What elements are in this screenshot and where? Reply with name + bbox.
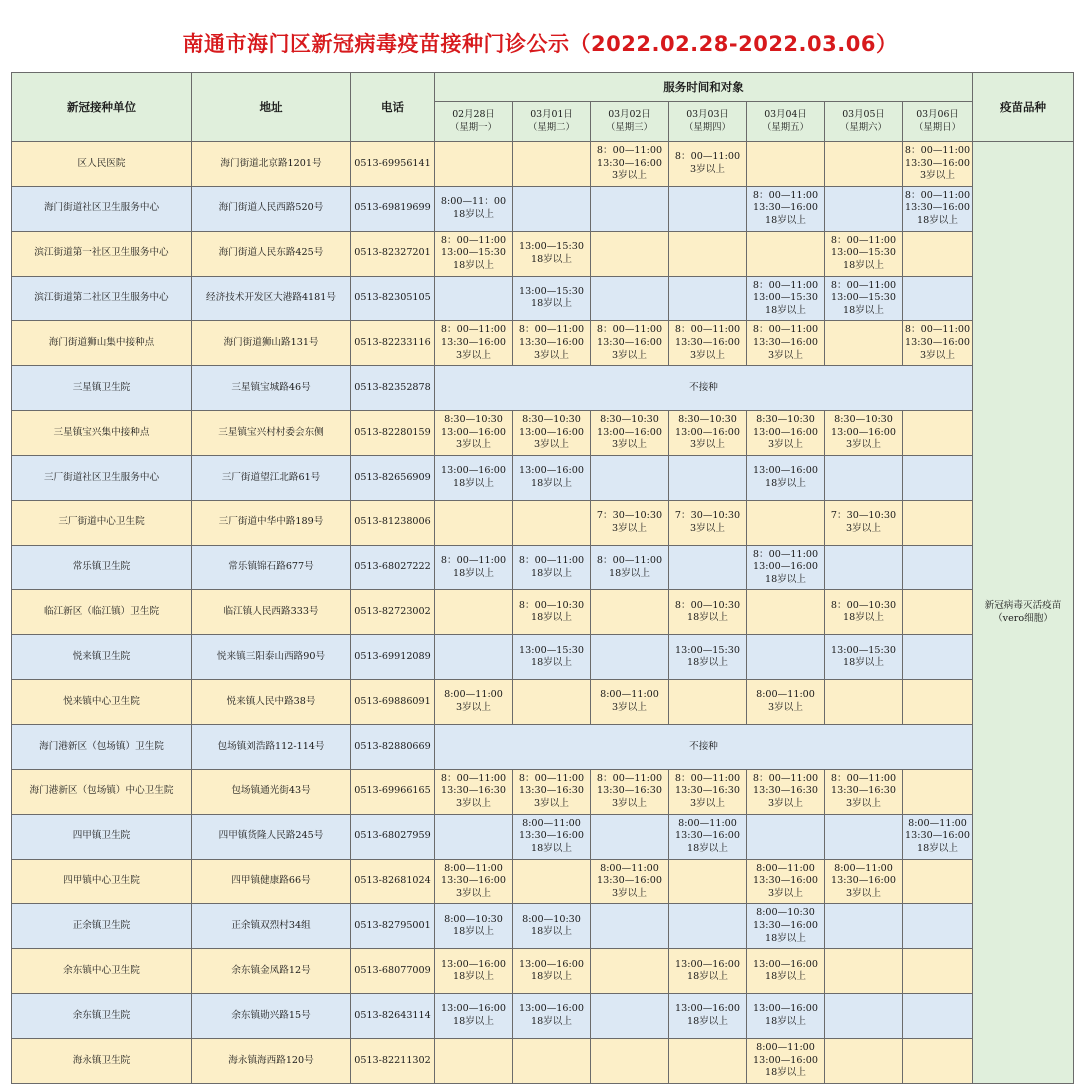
schedule-cell: 8:30—10:30 13:00—16:00 3岁以上 bbox=[669, 411, 747, 456]
schedule-cell bbox=[591, 994, 669, 1039]
schedule-cell: 13:00—16:00 18岁以上 bbox=[669, 994, 747, 1039]
schedule-cell bbox=[435, 590, 513, 635]
header-unit: 新冠接种单位 bbox=[12, 73, 192, 142]
table-row bbox=[12, 186, 1074, 231]
schedule-cell: 13:00—16:00 18岁以上 bbox=[435, 994, 513, 1039]
address-cell: 四甲镇货隆人民路245号 bbox=[192, 814, 351, 859]
phone-cell: 0513-68077009 bbox=[351, 949, 435, 994]
schedule-cell bbox=[825, 321, 903, 366]
phone-cell: 0513-82643114 bbox=[351, 994, 435, 1039]
schedule-cell bbox=[903, 680, 973, 725]
schedule-cell bbox=[747, 231, 825, 276]
header-day bbox=[669, 102, 747, 142]
schedule-cell: 8：00—11:00 13:30—16:00 3岁以上 bbox=[747, 321, 825, 366]
phone-cell: 0513-82327201 bbox=[351, 231, 435, 276]
unit-name-cell: 海门港新区（包场镇）中心卫生院 bbox=[12, 769, 192, 814]
header-day-date: 03月03日 bbox=[686, 109, 729, 120]
unit-name-cell: 临江新区（临江镇）卫生院 bbox=[12, 590, 192, 635]
schedule-cell bbox=[903, 500, 973, 545]
phone-cell: 0513-69912089 bbox=[351, 635, 435, 680]
phone-cell: 0513-82723002 bbox=[351, 590, 435, 635]
schedule-cell: 13:00—16:00 18岁以上 bbox=[669, 949, 747, 994]
unit-name-cell: 海门街道社区卫生服务中心 bbox=[12, 186, 192, 231]
header-day bbox=[591, 102, 669, 142]
schedule-cell: 7：30—10:30 3岁以上 bbox=[591, 500, 669, 545]
schedule-cell: 13:00—16:00 18岁以上 bbox=[513, 949, 591, 994]
address-cell: 三星镇宝城路46号 bbox=[192, 366, 351, 411]
phone-cell: 0513-69819699 bbox=[351, 186, 435, 231]
address-cell: 临江镇人民西路333号 bbox=[192, 590, 351, 635]
schedule-cell: 8：00—11:00 13:00—16:00 18岁以上 bbox=[747, 545, 825, 590]
table-row bbox=[12, 142, 1074, 187]
header-day-weekday: （星期三） bbox=[606, 121, 653, 133]
unit-name-cell: 海门港新区（包场镇）卫生院 bbox=[12, 724, 192, 769]
unit-name-cell: 三厂街道社区卫生服务中心 bbox=[12, 455, 192, 500]
schedule-cell: 7：30—10:30 3岁以上 bbox=[825, 500, 903, 545]
schedule-cell: 8:00—11:00 13:30—16:00 18岁以上 bbox=[669, 814, 747, 859]
phone-cell: 0513-69886091 bbox=[351, 680, 435, 725]
unit-name-cell: 正余镇卫生院 bbox=[12, 904, 192, 949]
schedule-cell: 8：00—11:00 13:30—16:30 3岁以上 bbox=[513, 769, 591, 814]
address-cell: 三星镇宝兴村村委会东侧 bbox=[192, 411, 351, 456]
schedule-cell: 8：00—11:00 13:30—16:30 3岁以上 bbox=[591, 769, 669, 814]
schedule-cell bbox=[513, 500, 591, 545]
schedule-cell bbox=[513, 680, 591, 725]
schedule-cell bbox=[591, 1038, 669, 1083]
schedule-cell bbox=[903, 859, 973, 904]
schedule-cell bbox=[435, 276, 513, 321]
schedule-cell bbox=[513, 142, 591, 187]
phone-cell: 0513-82795001 bbox=[351, 904, 435, 949]
phone-cell: 0513-82352878 bbox=[351, 366, 435, 411]
schedule-cell: 8：00—11:00 13:30—16:00 3岁以上 bbox=[435, 321, 513, 366]
schedule-cell bbox=[669, 859, 747, 904]
header-day-date: 02月28日 bbox=[452, 109, 495, 120]
header-day-weekday: （星期六） bbox=[840, 121, 887, 133]
schedule-cell bbox=[747, 814, 825, 859]
vaccine-type-cell: 新冠病毒灭活疫苗 （vero细胞） bbox=[973, 142, 1074, 1084]
schedule-cell bbox=[903, 276, 973, 321]
schedule-cell bbox=[825, 814, 903, 859]
table-row bbox=[12, 500, 1074, 545]
header-day-weekday: （星期二） bbox=[528, 121, 575, 133]
schedule-cell: 8：00—11:00 13:30—16:00 3岁以上 bbox=[903, 142, 973, 187]
header-day-weekday: （星期五） bbox=[762, 121, 809, 133]
schedule-cell: 13:00—16:00 18岁以上 bbox=[513, 455, 591, 500]
schedule-cell: 8：00—11:00 13:00—15:30 18岁以上 bbox=[435, 231, 513, 276]
phone-cell: 0513-81238006 bbox=[351, 500, 435, 545]
schedule-cell bbox=[669, 680, 747, 725]
schedule-cell: 8:00—11:00 13:00—16:00 18岁以上 bbox=[747, 1038, 825, 1083]
table-row bbox=[12, 904, 1074, 949]
address-cell: 经济技术开发区大港路4181号 bbox=[192, 276, 351, 321]
schedule-cell bbox=[747, 500, 825, 545]
schedule-cell bbox=[903, 1038, 973, 1083]
schedule-cell bbox=[903, 769, 973, 814]
table-row bbox=[12, 635, 1074, 680]
address-cell: 海门街道人民西路520号 bbox=[192, 186, 351, 231]
phone-cell: 0513-82280159 bbox=[351, 411, 435, 456]
header-address: 地址 bbox=[192, 73, 351, 142]
schedule-cell: 13:00—16:00 18岁以上 bbox=[747, 455, 825, 500]
schedule-cell: 13:00—16:00 18岁以上 bbox=[747, 994, 825, 1039]
schedule-cell bbox=[903, 590, 973, 635]
address-cell: 正余镇双烈村34组 bbox=[192, 904, 351, 949]
header-service-time: 服务时间和对象 bbox=[435, 73, 973, 102]
schedule-cell: 8：00—11:00 3岁以上 bbox=[669, 142, 747, 187]
header-day-date: 03月05日 bbox=[842, 109, 885, 120]
schedule-cell: 13:00—15:30 18岁以上 bbox=[669, 635, 747, 680]
schedule-cell: 8：00—11:00 13:30—16:00 3岁以上 bbox=[903, 321, 973, 366]
schedule-cell bbox=[669, 276, 747, 321]
address-cell: 三厂街道中华中路189号 bbox=[192, 500, 351, 545]
schedule-cell: 8:00—11：00 18岁以上 bbox=[435, 186, 513, 231]
unit-name-cell: 三厂街道中心卫生院 bbox=[12, 500, 192, 545]
table-row bbox=[12, 590, 1074, 635]
unit-name-cell: 悦来镇中心卫生院 bbox=[12, 680, 192, 725]
unit-name-cell: 海永镇卫生院 bbox=[12, 1038, 192, 1083]
closed-cell: 不接种 bbox=[435, 724, 973, 769]
schedule-cell bbox=[435, 500, 513, 545]
schedule-cell bbox=[591, 455, 669, 500]
schedule-cell bbox=[435, 142, 513, 187]
address-cell: 四甲镇健康路66号 bbox=[192, 859, 351, 904]
phone-cell: 0513-69956141 bbox=[351, 142, 435, 187]
header-day-date: 03月02日 bbox=[608, 109, 651, 120]
header-day-date: 03月04日 bbox=[764, 109, 807, 120]
phone-cell: 0513-68027959 bbox=[351, 814, 435, 859]
schedule-cell: 8：00—11:00 13:00—15:30 18岁以上 bbox=[825, 231, 903, 276]
phone-cell: 0513-82681024 bbox=[351, 859, 435, 904]
table-row bbox=[12, 411, 1074, 456]
schedule-cell bbox=[669, 545, 747, 590]
header-day-weekday: （星期一） bbox=[450, 121, 497, 133]
schedule-cell: 13:00—15:30 18岁以上 bbox=[513, 231, 591, 276]
schedule-cell bbox=[435, 814, 513, 859]
schedule-cell bbox=[669, 231, 747, 276]
schedule-cell bbox=[591, 635, 669, 680]
schedule-cell bbox=[903, 635, 973, 680]
unit-name-cell: 余东镇中心卫生院 bbox=[12, 949, 192, 994]
table-row bbox=[12, 321, 1074, 366]
phone-cell: 0513-69966165 bbox=[351, 769, 435, 814]
header-day bbox=[513, 102, 591, 142]
phone-cell: 0513-82880669 bbox=[351, 724, 435, 769]
address-cell: 常乐镇锦石路677号 bbox=[192, 545, 351, 590]
schedule-cell bbox=[825, 142, 903, 187]
table-row bbox=[12, 545, 1074, 590]
schedule-cell: 8:30—10:30 13:00—16:00 3岁以上 bbox=[747, 411, 825, 456]
unit-name-cell: 四甲镇卫生院 bbox=[12, 814, 192, 859]
schedule-cell: 8：00—11:00 13:30—16:00 3岁以上 bbox=[591, 142, 669, 187]
schedule-cell bbox=[435, 635, 513, 680]
address-cell: 海门街道狮山路131号 bbox=[192, 321, 351, 366]
schedule-cell: 8:30—10:30 13:00—16:00 3岁以上 bbox=[825, 411, 903, 456]
table-row bbox=[12, 859, 1074, 904]
schedule-cell: 8:00—10:30 18岁以上 bbox=[435, 904, 513, 949]
schedule-cell: 8：00—11:00 13:00—15:30 18岁以上 bbox=[825, 276, 903, 321]
schedule-cell: 8:30—10:30 13:00—16:00 3岁以上 bbox=[591, 411, 669, 456]
unit-name-cell: 区人民医院 bbox=[12, 142, 192, 187]
schedule-cell: 7：30—10:30 3岁以上 bbox=[669, 500, 747, 545]
header-vaccine-type: 疫苗品种 bbox=[973, 73, 1074, 142]
schedule-cell: 8：00—11:00 13:30—16:00 18岁以上 bbox=[747, 186, 825, 231]
address-cell: 海永镇海西路120号 bbox=[192, 1038, 351, 1083]
phone-cell: 0513-82305105 bbox=[351, 276, 435, 321]
unit-name-cell: 滨江街道第一社区卫生服务中心 bbox=[12, 231, 192, 276]
schedule-cell: 8：00—11:00 13:30—16:30 3岁以上 bbox=[435, 769, 513, 814]
schedule-cell: 13:00—15:30 18岁以上 bbox=[513, 276, 591, 321]
schedule-cell bbox=[669, 904, 747, 949]
schedule-cell bbox=[747, 590, 825, 635]
schedule-cell: 8：00—11:00 13:30—16:00 18岁以上 bbox=[903, 186, 973, 231]
schedule-cell bbox=[591, 231, 669, 276]
schedule-cell: 8:00—11:00 13:30—16:00 3岁以上 bbox=[435, 859, 513, 904]
table-row bbox=[12, 680, 1074, 725]
schedule-cell bbox=[747, 635, 825, 680]
header-day-date: 03月01日 bbox=[530, 109, 573, 120]
table-row bbox=[12, 231, 1074, 276]
schedule-cell: 8:30—10:30 13:00—16:00 3岁以上 bbox=[435, 411, 513, 456]
address-cell: 海门街道人民东路425号 bbox=[192, 231, 351, 276]
schedule-cell: 8：00—11:00 13:30—16:30 3岁以上 bbox=[669, 769, 747, 814]
schedule-cell bbox=[591, 276, 669, 321]
schedule-cell: 8：00—11:00 13:00—15:30 18岁以上 bbox=[747, 276, 825, 321]
schedule-cell: 13:00—15:30 18岁以上 bbox=[513, 635, 591, 680]
schedule-cell bbox=[825, 1038, 903, 1083]
address-cell: 包场镇通光街43号 bbox=[192, 769, 351, 814]
schedule-cell: 8：00—11:00 13:30—16:30 3岁以上 bbox=[825, 769, 903, 814]
table-row bbox=[12, 724, 1074, 769]
schedule-cell bbox=[669, 455, 747, 500]
table-row bbox=[12, 949, 1074, 994]
table-row bbox=[12, 1038, 1074, 1083]
page-title: 南通市海门区新冠病毒疫苗接种门诊公示（2022.02.28-2022.03.06） bbox=[182, 32, 898, 56]
schedule-cell: 8:00—11:00 3岁以上 bbox=[591, 680, 669, 725]
schedule-cell: 8：00—10:30 18岁以上 bbox=[669, 590, 747, 635]
header-day bbox=[435, 102, 513, 142]
table-row bbox=[12, 455, 1074, 500]
schedule-cell: 8：00—11:00 13:30—16:00 3岁以上 bbox=[591, 321, 669, 366]
schedule-cell: 8:00—11:00 13:30—16:00 18岁以上 bbox=[903, 814, 973, 859]
schedule-cell bbox=[903, 949, 973, 994]
header-day bbox=[903, 102, 973, 142]
schedule-cell: 8:00—11:00 3岁以上 bbox=[747, 680, 825, 725]
schedule-cell bbox=[825, 904, 903, 949]
address-cell: 余东镇勋兴路15号 bbox=[192, 994, 351, 1039]
schedule-cell bbox=[825, 994, 903, 1039]
address-cell: 包场镇刘浩路112-114号 bbox=[192, 724, 351, 769]
table-row bbox=[12, 769, 1074, 814]
schedule-cell: 8：00—11:00 13:30—16:00 3岁以上 bbox=[513, 321, 591, 366]
header-day-weekday: （星期日） bbox=[914, 121, 961, 133]
header-day-weekday: （星期四） bbox=[684, 121, 731, 133]
header-day bbox=[747, 102, 825, 142]
schedule-cell bbox=[669, 1038, 747, 1083]
unit-name-cell: 悦来镇卫生院 bbox=[12, 635, 192, 680]
unit-name-cell: 海门街道狮山集中接种点 bbox=[12, 321, 192, 366]
schedule-cell bbox=[903, 455, 973, 500]
schedule-cell bbox=[903, 904, 973, 949]
schedule-cell bbox=[903, 231, 973, 276]
schedule-cell bbox=[513, 859, 591, 904]
schedule-cell bbox=[747, 142, 825, 187]
schedule-cell: 8：00—10:30 18岁以上 bbox=[825, 590, 903, 635]
closed-cell: 不接种 bbox=[435, 366, 973, 411]
unit-name-cell: 常乐镇卫生院 bbox=[12, 545, 192, 590]
schedule-cell bbox=[825, 949, 903, 994]
schedule-cell bbox=[825, 680, 903, 725]
table-row bbox=[12, 814, 1074, 859]
address-cell: 三厂街道望江北路61号 bbox=[192, 455, 351, 500]
unit-name-cell: 四甲镇中心卫生院 bbox=[12, 859, 192, 904]
phone-cell: 0513-82233116 bbox=[351, 321, 435, 366]
schedule-cell bbox=[825, 545, 903, 590]
schedule-cell: 8：00—11:00 18岁以上 bbox=[591, 545, 669, 590]
header-day-date: 03月06日 bbox=[916, 109, 959, 120]
header-phone: 电话 bbox=[351, 73, 435, 142]
schedule-cell: 8:00—10:30 13:30—16:00 18岁以上 bbox=[747, 904, 825, 949]
phone-cell: 0513-68027222 bbox=[351, 545, 435, 590]
table-row bbox=[12, 366, 1074, 411]
table-row bbox=[12, 994, 1074, 1039]
schedule-cell: 8：00—11:00 13:30—16:00 3岁以上 bbox=[669, 321, 747, 366]
schedule-cell bbox=[591, 590, 669, 635]
schedule-cell bbox=[591, 904, 669, 949]
schedule-cell: 13:00—15:30 18岁以上 bbox=[825, 635, 903, 680]
schedule-cell bbox=[513, 186, 591, 231]
table-row bbox=[12, 276, 1074, 321]
schedule-cell bbox=[513, 1038, 591, 1083]
schedule-cell: 8:00—10:30 18岁以上 bbox=[513, 904, 591, 949]
schedule-cell: 13:00—16:00 18岁以上 bbox=[435, 949, 513, 994]
schedule-cell bbox=[435, 1038, 513, 1083]
schedule-cell: 8：00—10:30 18岁以上 bbox=[513, 590, 591, 635]
schedule-cell bbox=[591, 186, 669, 231]
schedule-cell bbox=[825, 455, 903, 500]
schedule-cell: 8：00—11:00 18岁以上 bbox=[513, 545, 591, 590]
vaccination-schedule-table bbox=[11, 72, 1074, 1084]
schedule-cell: 8:30—10:30 13:00—16:00 3岁以上 bbox=[513, 411, 591, 456]
schedule-cell bbox=[591, 949, 669, 994]
schedule-cell: 8:00—11:00 3岁以上 bbox=[435, 680, 513, 725]
unit-name-cell: 三星镇卫生院 bbox=[12, 366, 192, 411]
schedule-cell: 8：00—11:00 18岁以上 bbox=[435, 545, 513, 590]
address-cell: 余东镇金凤路12号 bbox=[192, 949, 351, 994]
unit-name-cell: 三星镇宝兴集中接种点 bbox=[12, 411, 192, 456]
schedule-cell bbox=[669, 186, 747, 231]
schedule-cell: 13:00—16:00 18岁以上 bbox=[435, 455, 513, 500]
schedule-cell: 8：00—11:00 13:30—16:30 3岁以上 bbox=[747, 769, 825, 814]
schedule-cell bbox=[825, 186, 903, 231]
schedule-cell bbox=[591, 814, 669, 859]
unit-name-cell: 余东镇卫生院 bbox=[12, 994, 192, 1039]
phone-cell: 0513-82656909 bbox=[351, 455, 435, 500]
schedule-cell: 13:00—16:00 18岁以上 bbox=[747, 949, 825, 994]
phone-cell: 0513-82211302 bbox=[351, 1038, 435, 1083]
header-day bbox=[825, 102, 903, 142]
schedule-cell: 8:00—11:00 13:30—16:00 3岁以上 bbox=[747, 859, 825, 904]
unit-name-cell: 滨江街道第二社区卫生服务中心 bbox=[12, 276, 192, 321]
schedule-cell: 8:00—11:00 13:30—16:00 18岁以上 bbox=[513, 814, 591, 859]
schedule-cell: 8:00—11:00 13:30—16:00 3岁以上 bbox=[825, 859, 903, 904]
schedule-cell bbox=[903, 411, 973, 456]
schedule-cell: 8:00—11:00 13:30—16:00 3岁以上 bbox=[591, 859, 669, 904]
address-cell: 海门街道北京路1201号 bbox=[192, 142, 351, 187]
address-cell: 悦来镇三阳泰山西路90号 bbox=[192, 635, 351, 680]
schedule-cell: 13:00—16:00 18岁以上 bbox=[513, 994, 591, 1039]
schedule-cell bbox=[903, 994, 973, 1039]
address-cell: 悦来镇人民中路38号 bbox=[192, 680, 351, 725]
schedule-cell bbox=[903, 545, 973, 590]
